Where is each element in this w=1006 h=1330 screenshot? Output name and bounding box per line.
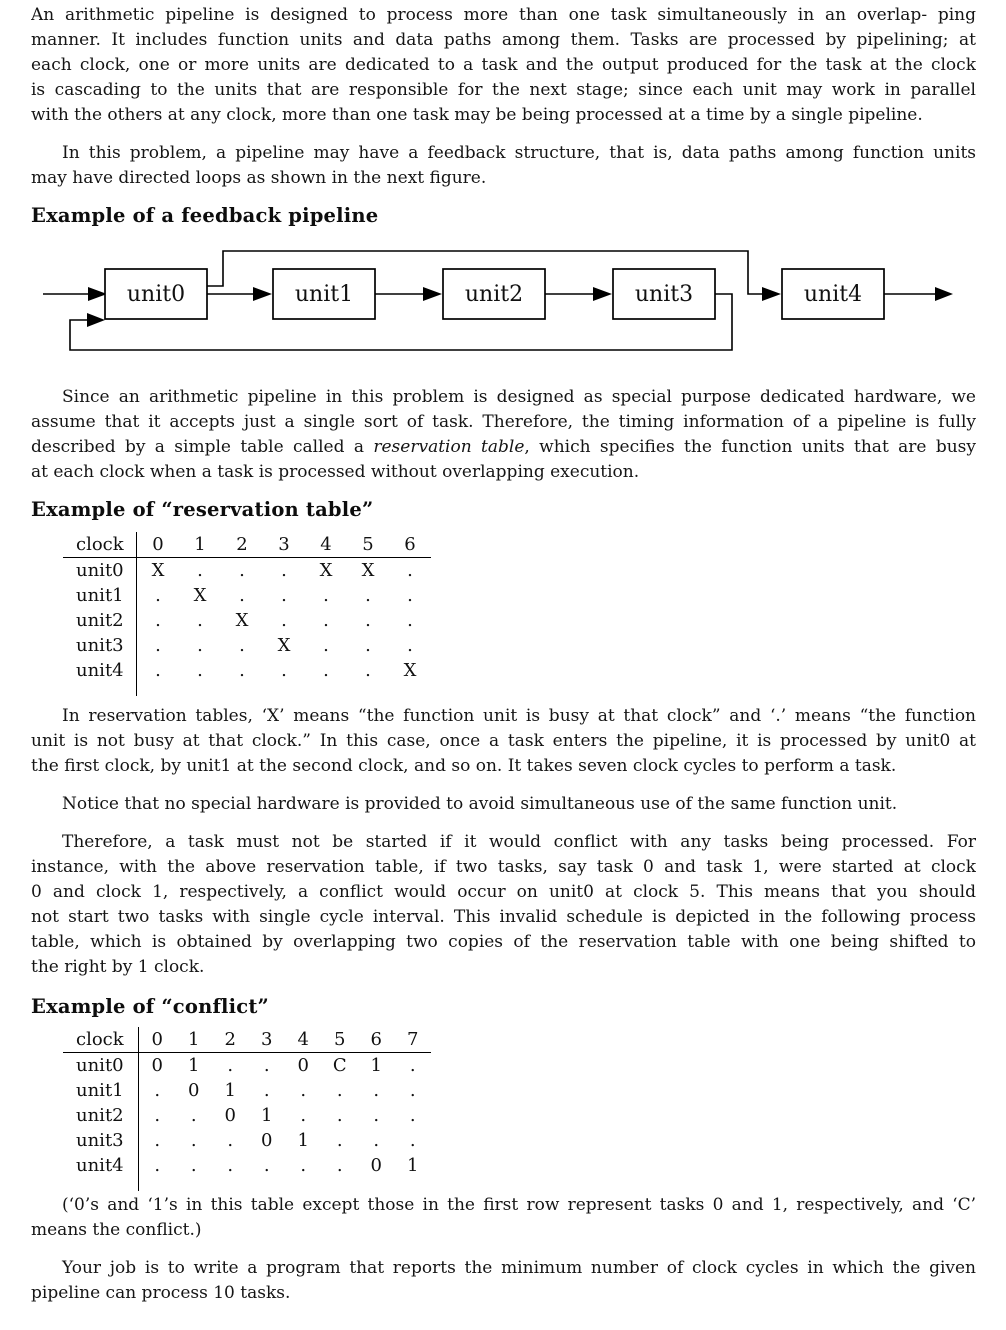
table-cell: . [197, 635, 203, 656]
table-cell: 0 [151, 1055, 163, 1076]
table-cell: . [300, 1155, 307, 1176]
clock-column-header: 2 [221, 532, 263, 558]
table-header-row [63, 1027, 431, 1053]
table-cell: . [239, 585, 245, 606]
clock-column-header: 1 [176, 1027, 213, 1053]
table-row [63, 1153, 431, 1178]
text-run: , which specifies the function units that are busy [524, 437, 976, 457]
table-cell: . [365, 635, 371, 656]
clock-column-header: 2 [212, 1027, 249, 1053]
table-cell: . [281, 610, 287, 631]
unit3-input-arrow-icon [593, 287, 612, 301]
intro-paragraph [31, 3, 976, 128]
text-line [31, 754, 976, 779]
clock-column-header: 6 [389, 532, 431, 558]
table-cell: X [151, 560, 165, 581]
text-line [31, 78, 976, 103]
clock-column-header: 4 [285, 1027, 322, 1053]
text-run: Therefore, a task must not be started if it would conflict with any tasks being processed. For [62, 832, 976, 852]
table-cell: . [373, 1105, 380, 1126]
table-cell: . [300, 1105, 307, 1126]
text-line [31, 410, 976, 435]
table-cell: X [319, 560, 333, 581]
table-note-paragraph [31, 1193, 976, 1243]
table-cell: . [409, 1130, 416, 1151]
text-line [31, 103, 976, 128]
table-header-row [63, 532, 431, 558]
table-cell: 1 [188, 1055, 200, 1076]
text-run: at each clock when a task is processed without overlapping execution. [31, 462, 640, 482]
unit1-input-arrow-icon [253, 287, 272, 301]
reservation-explain-paragraph [31, 704, 976, 779]
unit-row-label: unit1 [63, 1078, 139, 1103]
table-cell: 0 [224, 1105, 236, 1126]
table-cell: . [323, 610, 329, 631]
table-cell: 1 [224, 1080, 236, 1101]
table-row [63, 1078, 431, 1103]
table-cell: 0 [188, 1080, 200, 1101]
table-cell: 1 [407, 1155, 419, 1176]
table-cell: . [407, 635, 413, 656]
table-cell: . [155, 635, 161, 656]
text-run: An arithmetic pipeline is designed to process more than one task simultaneously in an overlap- ping [31, 5, 976, 25]
table-cell: . [197, 660, 203, 681]
unit-row-label: unit2 [63, 1103, 139, 1128]
table-cell: . [155, 660, 161, 681]
reservation-table-heading: Example of “reservation table” [31, 498, 374, 521]
table-cell: X [193, 585, 207, 606]
table-cell: . [155, 610, 161, 631]
text-line [31, 830, 976, 855]
unit0-feedback-arrow-icon [87, 313, 105, 327]
table-cell: . [263, 1080, 270, 1101]
text-run: In this problem, a pipeline may have a feedback structure, that is, data paths among function units [62, 143, 976, 163]
unit-row-label: unit0 [63, 1053, 139, 1079]
conflict-table [63, 1027, 431, 1191]
text-run: manner. It includes function units and data paths among them. Tasks are processed by pipelining; at [31, 30, 976, 50]
spacer-cell [137, 683, 432, 696]
clock-column-header: 0 [137, 532, 180, 558]
clock-column-header: 7 [395, 1027, 432, 1053]
table-cell: . [263, 1055, 270, 1076]
text-line [31, 385, 976, 410]
table-cell: . [336, 1080, 343, 1101]
text-run: pipeline can process 10 tasks. [31, 1283, 291, 1303]
table-cell: . [407, 585, 413, 606]
unit-row-label: unit0 [63, 558, 137, 584]
table-cell: . [154, 1130, 161, 1151]
table-cell: 0 [297, 1055, 309, 1076]
notice-paragraph [31, 792, 976, 817]
text-run: (‘0’s and ‘1’s in this table except those in the first row represent tasks 0 and 1, respectively, and ‘C’ [62, 1195, 976, 1215]
table-cell: . [227, 1155, 234, 1176]
text-run: instance, with the above reservation table, if two tasks, say task 0 and task 1, were started at clock [31, 857, 976, 877]
unit4-input-arrow-icon [762, 287, 781, 301]
spacer-cell [139, 1178, 432, 1191]
text-run: means the conflict.) [31, 1220, 202, 1240]
text-line [31, 435, 976, 460]
text-run: assume that it accepts just a single sort of task. Therefore, the timing information of a pipeline is fully [31, 412, 976, 432]
table-rule-extension-row [63, 683, 431, 696]
unit-row-label: unit3 [63, 1128, 139, 1153]
table-cell: . [281, 560, 287, 581]
table-cell: . [373, 1130, 380, 1151]
table-row [63, 658, 431, 683]
unit3-label: unit3 [634, 282, 694, 307]
unit-row-label: unit2 [63, 608, 137, 633]
table-cell: . [365, 660, 371, 681]
clock-corner-cell: clock [63, 1027, 139, 1053]
text-run: may have directed loops as shown in the next figure. [31, 168, 487, 188]
table-cell: . [409, 1055, 416, 1076]
text-line [31, 1256, 976, 1281]
text-line [31, 28, 976, 53]
reservation-intro-paragraph [31, 385, 976, 485]
table-cell: 1 [297, 1130, 309, 1151]
conflict-explain-paragraph [31, 830, 976, 980]
clock-column-header: 6 [358, 1027, 395, 1053]
text-run: is cascading to the units that are responsible for the next stage; since each unit may work in parallel [31, 80, 976, 100]
text-line [31, 855, 976, 880]
table-cell: . [323, 585, 329, 606]
table-cell: . [373, 1080, 380, 1101]
text-run: the right by 1 clock. [31, 957, 205, 977]
table-cell: . [154, 1080, 161, 1101]
output-arrow-icon [935, 287, 953, 301]
clock-column-header: 4 [305, 532, 347, 558]
text-line [31, 460, 976, 485]
italic-text-run: reservation table [373, 437, 525, 457]
clock-corner-cell: clock [63, 532, 137, 558]
table-cell: . [239, 560, 245, 581]
table-cell: . [239, 660, 245, 681]
text-line [31, 729, 976, 754]
clock-column-header: 5 [322, 1027, 359, 1053]
text-run: table, which is obtained by overlapping two copies of the reservation table with one being shifted to [31, 932, 976, 952]
table-cell: . [154, 1155, 161, 1176]
unit4-label: unit4 [803, 282, 863, 307]
table-cell: C [332, 1055, 347, 1076]
table-row [63, 1053, 431, 1079]
text-run: Since an arithmetic pipeline in this problem is designed as special purpose dedicated hardware, we [62, 387, 976, 407]
text-line [31, 3, 976, 28]
unit-row-label: unit4 [63, 1153, 139, 1178]
table-cell: . [281, 585, 287, 606]
text-run: described by a simple table called a [31, 437, 374, 457]
clock-column-header: 3 [263, 532, 305, 558]
table-cell: . [190, 1155, 197, 1176]
table-cell: . [336, 1130, 343, 1151]
table-cell: . [407, 610, 413, 631]
table-cell: . [409, 1080, 416, 1101]
unit-row-label: unit1 [63, 583, 137, 608]
text-line [31, 704, 976, 729]
table-cell: . [407, 560, 413, 581]
text-run: In reservation tables, ‘X’ means “the function unit is busy at that clock” and ‘.’ means “the function [62, 706, 976, 726]
table-cell: . [323, 635, 329, 656]
unit0-label: unit0 [126, 282, 186, 307]
text-run: Your job is to write a program that reports the minimum number of clock cycles in which the given [62, 1258, 976, 1278]
table-row [63, 633, 431, 658]
pipeline-figure [31, 236, 976, 371]
table-cell: . [300, 1080, 307, 1101]
rule-extension-cell [63, 1178, 139, 1191]
text-run: each clock, one or more units are dedicated to a task and the output produced for the task at the clock [31, 55, 976, 75]
table-row [63, 583, 431, 608]
clock-column-header: 1 [179, 532, 221, 558]
clock-column-header: 5 [347, 532, 389, 558]
table-cell: . [239, 635, 245, 656]
table-cell: . [263, 1155, 270, 1176]
feedback-pipeline-heading: Example of a feedback pipeline [31, 204, 379, 227]
feedback-structure-paragraph [31, 141, 976, 191]
text-run: 0 and clock 1, respectively, a conflict would occur on unit0 at clock 5. This means that you should [31, 882, 976, 902]
text-line [31, 905, 976, 930]
table-cell: . [190, 1105, 197, 1126]
table-rule-extension-row [63, 1178, 431, 1191]
conflict-heading: Example of “conflict” [31, 995, 269, 1018]
table-row [63, 558, 431, 584]
text-run: Notice that no special hardware is provided to avoid simultaneous use of the same function unit. [62, 794, 898, 814]
table-cell: . [154, 1105, 161, 1126]
unit1-label: unit1 [294, 282, 354, 307]
table-cell: X [403, 660, 417, 681]
table-cell: 1 [261, 1105, 273, 1126]
table-cell: . [336, 1155, 343, 1176]
text-line [31, 166, 976, 191]
text-line [31, 1218, 976, 1243]
table-cell: X [361, 560, 375, 581]
text-line [31, 1281, 976, 1306]
table-cell: . [155, 585, 161, 606]
table-cell: X [235, 610, 249, 631]
table-row [63, 608, 431, 633]
text-run: the first clock, by unit1 at the second clock, and so on. It takes seven clock cycles to perform a task. [31, 756, 897, 776]
table-cell: 1 [370, 1055, 382, 1076]
table-cell: . [323, 660, 329, 681]
table-cell: 0 [370, 1155, 382, 1176]
table-cell: X [277, 635, 291, 656]
table-cell: . [281, 660, 287, 681]
text-run: with the others at any clock, more than one task may be being processed at a time by a single pipeline. [31, 105, 923, 125]
unit-row-label: unit3 [63, 633, 137, 658]
text-line [31, 792, 976, 817]
text-run: unit is not busy at that clock.” In this case, once a task enters the pipeline, it is processed by unit0 at [31, 731, 976, 751]
unit-row-label: unit4 [63, 658, 137, 683]
text-line [31, 955, 976, 980]
clock-column-header: 0 [139, 1027, 176, 1053]
table-cell: 0 [261, 1130, 273, 1151]
text-line [31, 880, 976, 905]
table-cell: . [197, 560, 203, 581]
table-cell: . [365, 610, 371, 631]
table-cell: . [336, 1105, 343, 1126]
table-cell: . [227, 1055, 234, 1076]
unit2-input-arrow-icon [423, 287, 442, 301]
text-line [31, 930, 976, 955]
table-cell: . [197, 610, 203, 631]
text-line [31, 141, 976, 166]
job-paragraph [31, 1256, 976, 1306]
text-run: not start two tasks with single cycle interval. This invalid schedule is depicted in the following process [31, 907, 976, 927]
pipeline-diagram [31, 236, 976, 371]
table-cell: . [190, 1130, 197, 1151]
clock-column-header: 3 [249, 1027, 286, 1053]
text-line [31, 1193, 976, 1218]
text-line [31, 53, 976, 78]
unit2-label: unit2 [464, 282, 524, 307]
table-cell: . [365, 585, 371, 606]
table-cell: . [227, 1130, 234, 1151]
table-row [63, 1128, 431, 1153]
table-cell: . [409, 1105, 416, 1126]
rule-extension-cell [63, 683, 137, 696]
reservation-table [63, 532, 431, 696]
table-row [63, 1103, 431, 1128]
